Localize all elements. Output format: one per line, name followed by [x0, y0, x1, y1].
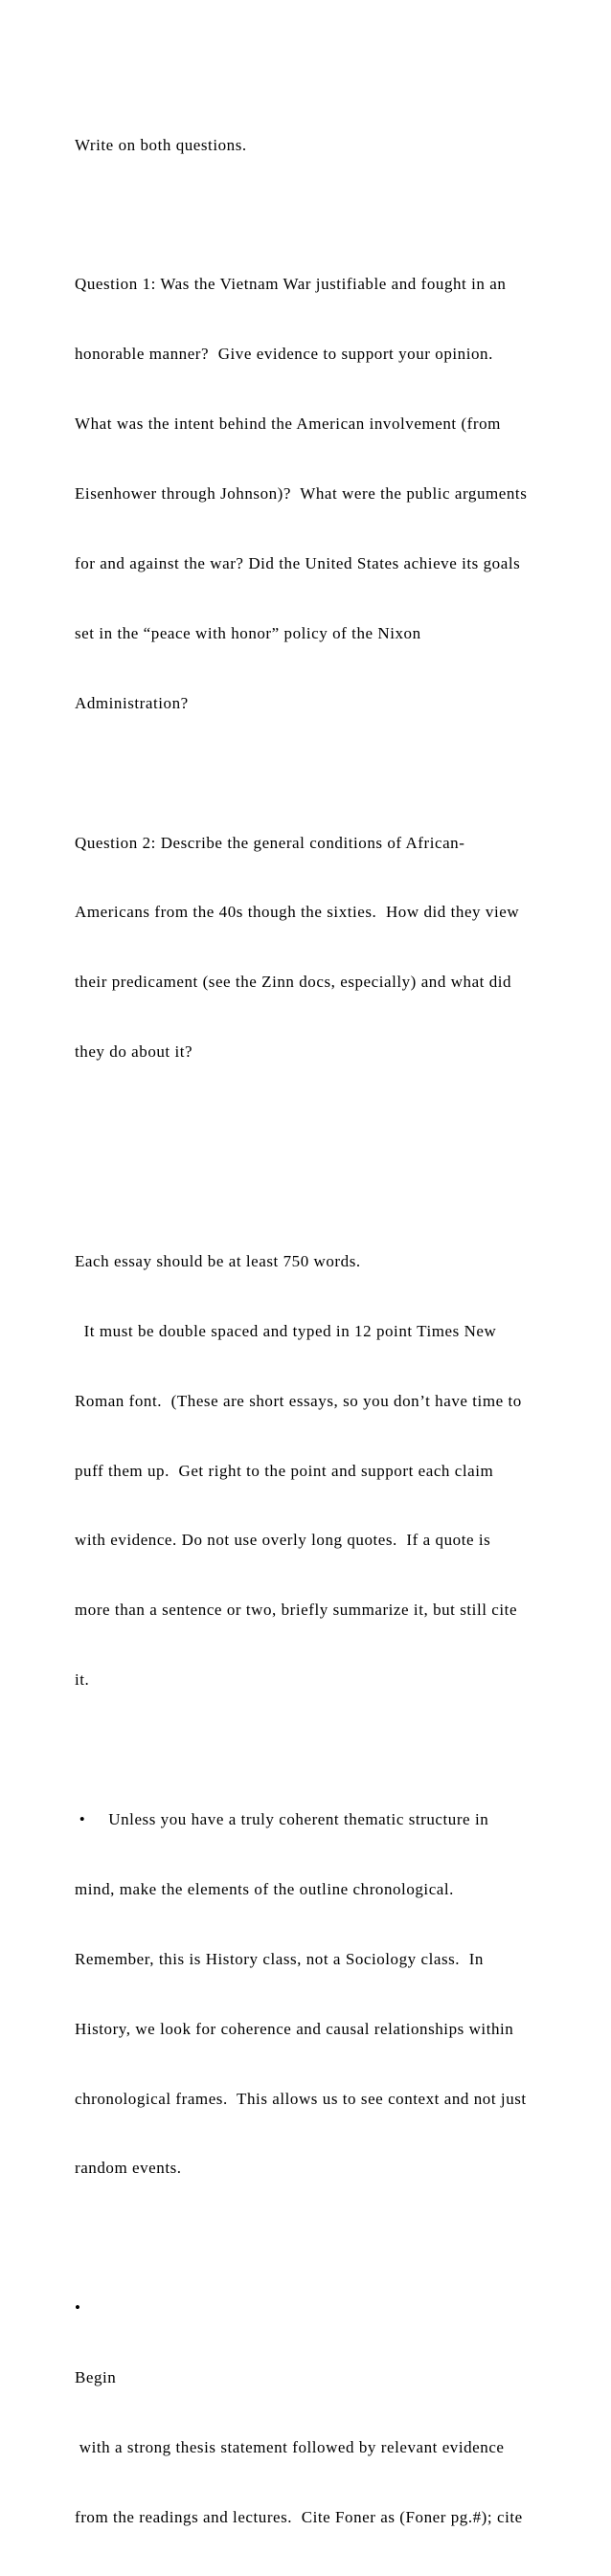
blank-line	[75, 1180, 554, 1203]
question-2-line: Question 2: Describe the general conditions of African-	[75, 833, 465, 852]
bullet-item-line: chronological frames. This allows us to see context and not just	[75, 2089, 527, 2108]
question-1-line: Administration?	[75, 693, 189, 712]
blank-line	[75, 203, 554, 226]
bullet-item-line: mind, make the elements of the outline chronological.	[75, 1879, 454, 1898]
question-1-line: set in the “peace with honor” policy of the Nixon	[75, 623, 421, 642]
question-2-line: their predicament (see the Zinn docs, especially) and what did	[75, 973, 512, 992]
question-1-line: Eisenhower through Johnson)? What were the public arguments	[75, 484, 528, 504]
question-1-line: What was the intent behind the American involvement (from	[75, 414, 501, 434]
document-body	[75, 87, 554, 2576]
question-1-line: for and against the war? Did the United States achieve its goals	[75, 553, 521, 572]
essay-requirements-line: with evidence. Do not use overly long quotes. If a quote is	[75, 1531, 491, 1550]
bullet-marker: •	[75, 2298, 81, 2318]
essay-requirements-line: it.	[75, 1670, 90, 1690]
essay-requirements-line: Roman font. (These are short essays, so you don’t have time to	[75, 1391, 522, 1410]
blank-line	[75, 2227, 554, 2250]
question-1-line: honorable manner? Give evidence to support your opinion.	[75, 345, 493, 364]
bullet-item-line: from the readings and lectures. Cite Foner as (Foner pg.#); cite	[75, 2507, 523, 2526]
essay-requirements-line: puff them up. Get right to the point and support each claim	[75, 1461, 494, 1480]
bullet-item-line: with a strong thesis statement followed by relevant evidence	[75, 2437, 505, 2456]
bullet-item-line: random events.	[75, 2159, 182, 2178]
question-2-line: they do about it?	[75, 1042, 193, 1062]
bullet-item-line: Remember, this is History class, not a Sociology class. In	[75, 1949, 484, 1968]
essay-requirements-line: It must be double spaced and typed in 12 point Times New	[75, 1321, 497, 1340]
bullet-item-line: History, we look for coherence and causal relationships within	[75, 2019, 514, 2038]
bullet-item-line: Begin	[75, 2368, 117, 2387]
blank-line	[75, 1738, 554, 1761]
essay-requirements-line: more than a sentence or two, briefly summarize it, but still cite	[75, 1601, 518, 1620]
blank-line	[75, 762, 554, 785]
blank-line	[75, 1110, 554, 1133]
question-1-line: Question 1: Was the Vietnam War justifiable and fought in an	[75, 275, 507, 294]
bullet-item-line: • Unless you have a truly coherent thematic structure in	[75, 1809, 489, 1828]
instruction-line: Write on both questions.	[75, 135, 247, 154]
essay-requirements-line: Each essay should be at least 750 words.	[75, 1251, 361, 1270]
question-2-line: Americans from the 40s though the sixties. How did they view	[75, 903, 520, 922]
